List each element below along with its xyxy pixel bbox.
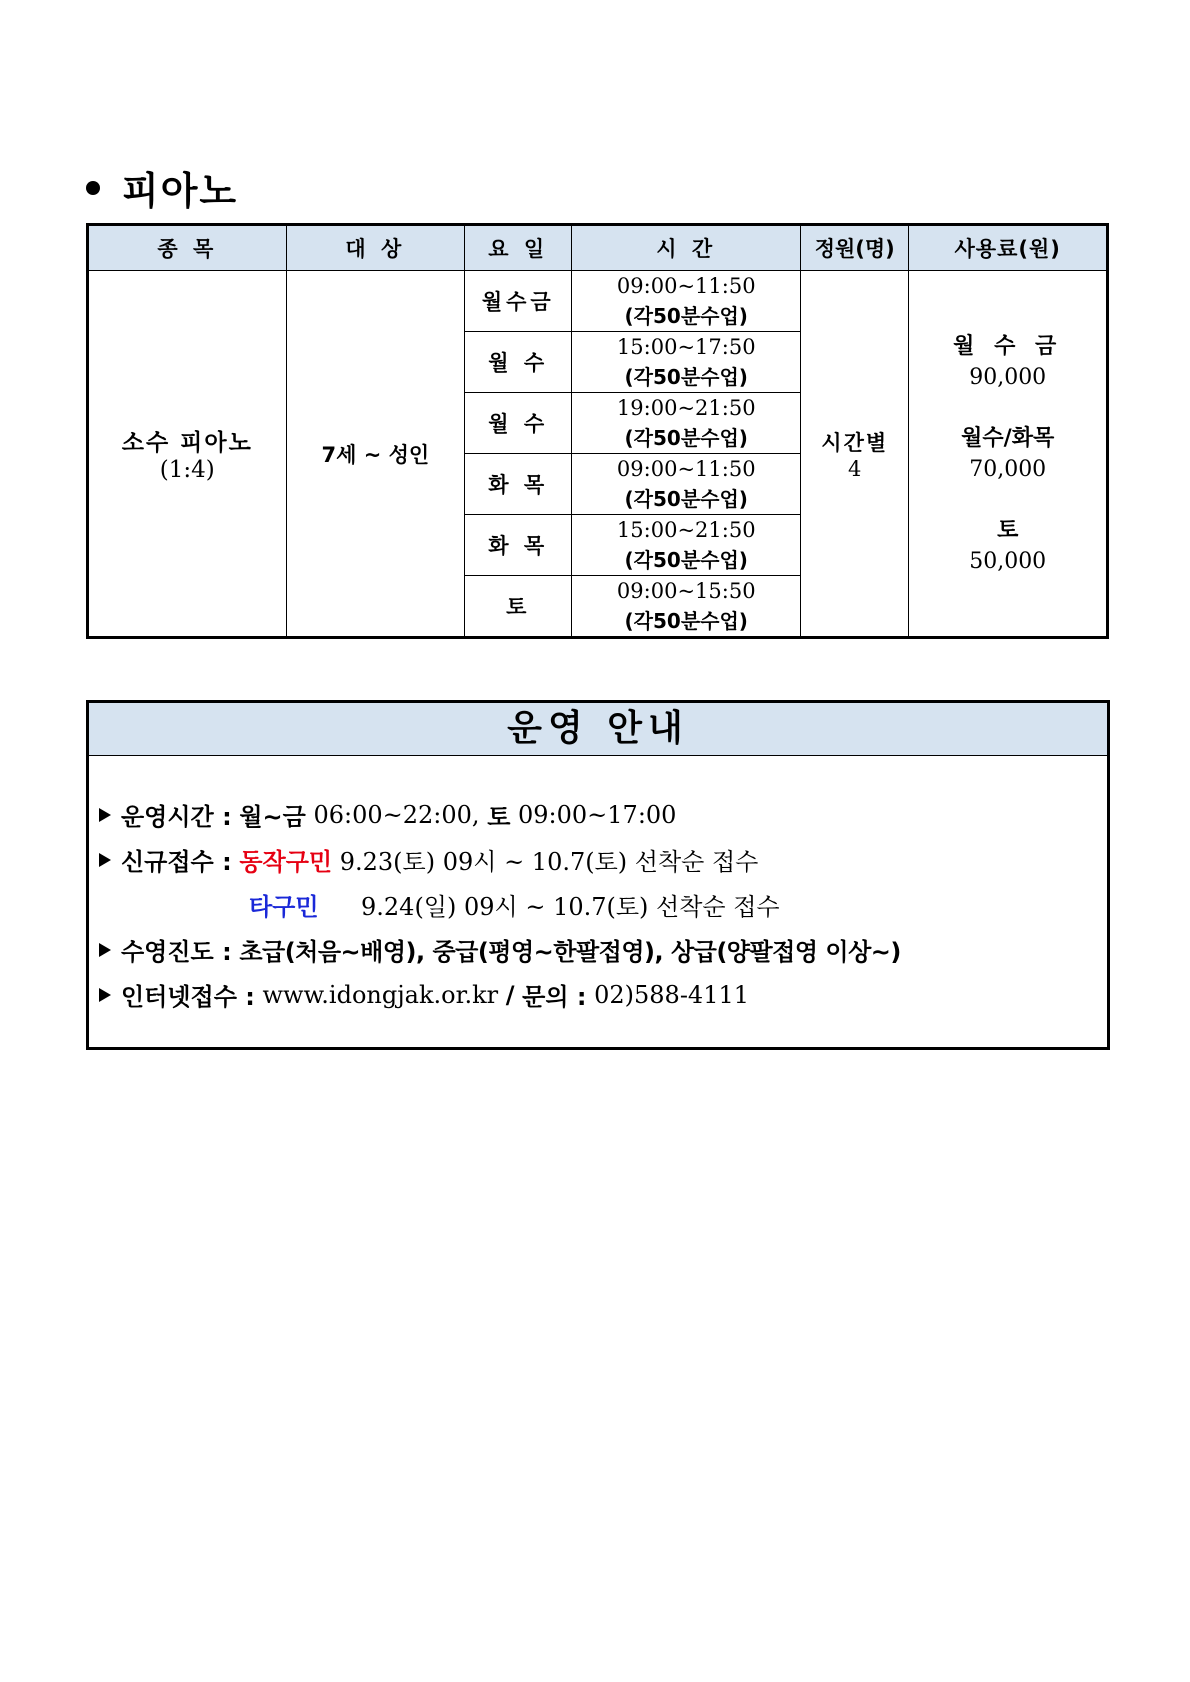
program-name: 소수 피아노 — [121, 430, 253, 456]
info-title: 운영 안내 — [89, 703, 1107, 756]
day-cell: 월 수 — [465, 393, 572, 454]
header-cell: 시 간 — [572, 225, 801, 271]
triangle-bullet-icon — [99, 808, 111, 822]
separator: / — [505, 980, 515, 1009]
saturday-label: 토 — [487, 803, 511, 831]
fee-label: 토 — [997, 517, 1019, 543]
time-note: (각50분수업) — [624, 304, 748, 328]
time-cell — [572, 515, 801, 576]
target-cell: 7세 ~ 성인 — [286, 271, 465, 638]
saturday-time: 09:00~17:00 — [518, 800, 677, 829]
other-label: 타구민 — [249, 893, 319, 921]
weekday-time: 06:00~22:00, — [313, 800, 480, 829]
online-url[interactable]: www.idongjak.or.kr — [262, 980, 499, 1009]
day-cell: 화 목 — [465, 515, 572, 576]
header-cell: 대 상 — [286, 225, 465, 271]
info-line-levels — [99, 927, 1107, 972]
info-box — [86, 700, 1110, 1050]
resident-date: 9.23(토) 09시 ~ 10.7(토) 선착순 접수 — [339, 848, 759, 876]
time-note: (각50분수업) — [624, 609, 748, 633]
capacity-cell — [801, 271, 909, 638]
section-heading — [86, 160, 238, 215]
schedule-table — [86, 223, 1109, 639]
day-cell: 월수금 — [465, 271, 572, 332]
header-cell: 정원(명) — [801, 225, 909, 271]
triangle-bullet-icon — [99, 988, 111, 1002]
section-title: 피아노 — [122, 169, 239, 213]
time-range: 09:00~15:50 — [616, 579, 756, 603]
time-range: 09:00~11:50 — [616, 457, 756, 481]
capacity-value: 4 — [848, 456, 862, 481]
info-line-registration — [99, 837, 1107, 882]
info-line-hours — [99, 792, 1107, 837]
time-cell — [572, 332, 801, 393]
weekday-label: 월~금 — [239, 803, 306, 831]
program-ratio: (1:4) — [159, 457, 215, 483]
time-range: 15:00~17:50 — [616, 335, 756, 359]
time-cell — [572, 393, 801, 454]
time-range: 09:00~11:50 — [616, 274, 756, 298]
program-cell — [88, 271, 287, 638]
header-cell: 요 일 — [465, 225, 572, 271]
time-note: (각50분수업) — [624, 365, 748, 389]
time-cell — [572, 576, 801, 638]
time-note: (각50분수업) — [624, 487, 748, 511]
resident-label: 동작구민 — [239, 848, 333, 876]
contact-label: 문의 : — [522, 983, 587, 1011]
contact-phone: 02)588-4111 — [594, 980, 750, 1009]
table-row — [88, 271, 1108, 332]
time-note: (각50분수업) — [624, 426, 748, 450]
time-range: 19:00~21:50 — [616, 396, 756, 420]
fee-cell — [909, 271, 1108, 638]
header-cell: 종 목 — [88, 225, 287, 271]
bullet-icon — [86, 181, 100, 195]
levels-label: 수영진도 : — [121, 938, 232, 966]
registration-label: 신규접수 : — [121, 848, 232, 876]
day-cell: 월 수 — [465, 332, 572, 393]
hours-label: 운영시간 : — [121, 803, 232, 831]
triangle-bullet-icon — [99, 943, 111, 957]
triangle-bullet-icon — [99, 853, 111, 867]
time-cell — [572, 454, 801, 515]
levels-text: 초급(처음~배영), 중급(평영~한팔접영), 상급(양팔접영 이상~) — [239, 938, 901, 966]
time-note: (각50분수업) — [624, 548, 748, 572]
online-label: 인터넷접수 : — [121, 983, 255, 1011]
time-cell — [572, 271, 801, 332]
table-header-row — [88, 225, 1108, 271]
header-cell: 사용료(원) — [909, 225, 1108, 271]
fee-amount: 50,000 — [969, 548, 1047, 574]
info-body — [89, 756, 1107, 1017]
info-line-registration-other — [99, 882, 1107, 927]
fee-amount: 90,000 — [969, 364, 1047, 390]
info-line-online — [99, 972, 1107, 1017]
time-range: 15:00~21:50 — [616, 518, 756, 542]
other-date: 9.24(일) 09시 ~ 10.7(토) 선착순 접수 — [361, 893, 780, 921]
day-cell: 토 — [465, 576, 572, 638]
fee-label: 월수/화목 — [961, 425, 1055, 451]
day-cell: 화 목 — [465, 454, 572, 515]
capacity-label: 시간별 — [821, 430, 889, 455]
fee-label: 월 수 금 — [953, 333, 1063, 359]
fee-amount: 70,000 — [969, 456, 1047, 482]
